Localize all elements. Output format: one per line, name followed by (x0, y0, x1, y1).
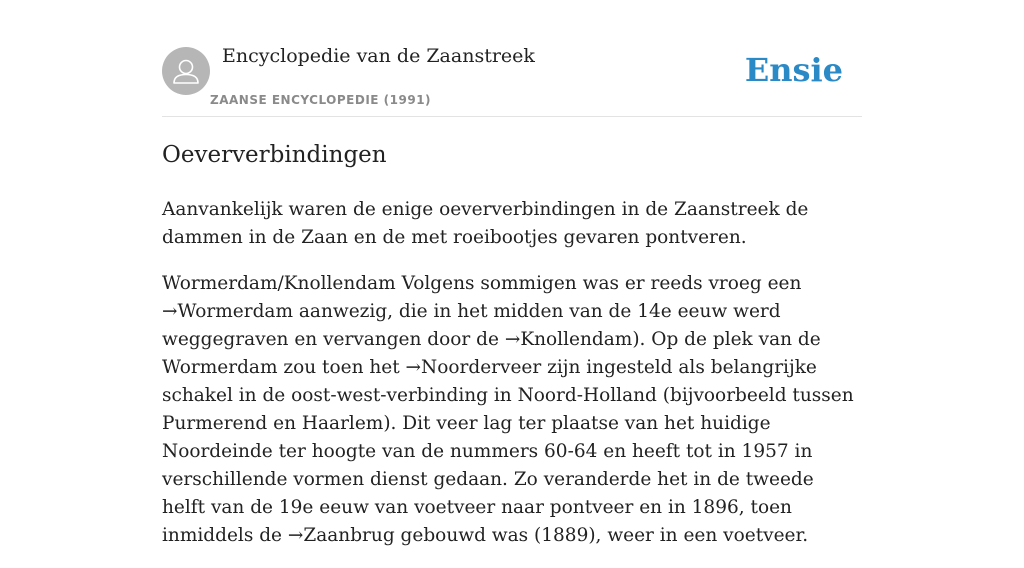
link-wormerdam[interactable]: →Wormerdam (162, 301, 293, 322)
link-zaanbrug[interactable]: →Zaanbrug (287, 525, 395, 546)
article-paragraph-2 (162, 270, 862, 550)
source-header (162, 40, 862, 117)
article-title: Oeververbindingen (162, 142, 387, 168)
ensie-logo[interactable]: Ensie (744, 51, 843, 89)
source-title[interactable]: Encyclopedie van de Zaanstreek (222, 45, 535, 67)
paragraph-text: gebouwd was (1889), weer in een voetveer. (394, 525, 809, 546)
link-noorderveer[interactable]: →Noorderveer (405, 357, 542, 378)
paragraph-text: zijn ingesteld als belangrijke schakel in de oost-west-verbinding in Noord-Holland (bijvoorbeeld tussen Purmerend en Haarlem). Dit veer lag ter plaatse van het huidige Noordeinde ter hoogte van de nummers 60-64 en heeft tot in 1957 in verschillende vormen dienst gedaan. Zo veranderde het in de tweede helft van de 19e eeuw van voetveer naar pontveer en in 1896, toen inmiddels de (162, 357, 854, 546)
paragraph-text: aanwezig, die in het midden van de 14e eeuw werd weggegraven en vervangen door de (162, 301, 781, 350)
article-paragraph-1: Aanvankelijk waren de enige oeververbindingen in de Zaanstreek de dammen in de Zaan en de met roeibootjes gevaren pontveren. (162, 199, 809, 248)
link-knollendam[interactable]: →Knollendam (504, 329, 633, 350)
source-subtitle[interactable]: ZAANSE ENCYCLOPEDIE (1991) (210, 93, 432, 107)
paragraph-text: ). Op de plek van de Wormerdam zou toen het (162, 329, 821, 378)
article (162, 136, 862, 568)
source-avatar[interactable] (162, 47, 210, 95)
user-silhouette-icon (162, 47, 210, 95)
paragraph-text: Wormerdam/Knollendam Volgens sommigen was er reeds vroeg een (162, 273, 802, 294)
